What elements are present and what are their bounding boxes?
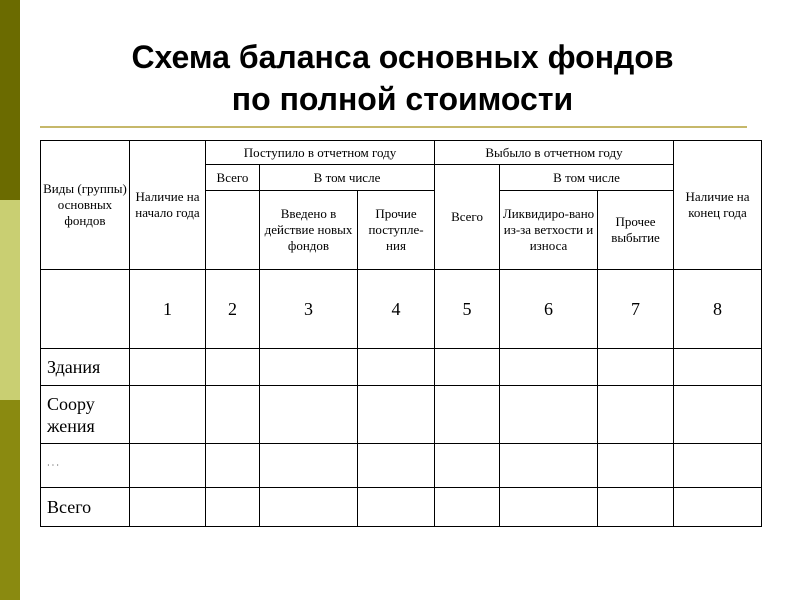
table-cell xyxy=(500,444,598,488)
decorative-sidebar xyxy=(0,0,20,600)
table-cell xyxy=(260,349,358,386)
table-cell xyxy=(260,488,358,527)
table-cell xyxy=(500,349,598,386)
column-number: 1 xyxy=(130,270,206,349)
table-cell xyxy=(260,386,358,444)
table-cell xyxy=(435,386,500,444)
row-label-structures: Соору жения xyxy=(41,386,130,444)
table-cell xyxy=(598,349,674,386)
table-row xyxy=(41,488,762,527)
header-retired-total: Всего xyxy=(435,165,500,270)
header-retired: Выбыло в отчетном году xyxy=(435,141,674,165)
table-cell xyxy=(130,488,206,527)
column-number: 6 xyxy=(500,270,598,349)
table-cell xyxy=(130,444,206,488)
column-number: 5 xyxy=(435,270,500,349)
table-cell xyxy=(435,444,500,488)
table-cell xyxy=(500,386,598,444)
header-received-new: Введено в действие новых фондов xyxy=(260,191,358,270)
balance-table xyxy=(40,140,762,527)
row-label-buildings: Здания xyxy=(41,349,130,386)
table-cell xyxy=(358,386,435,444)
table-cell xyxy=(435,488,500,527)
column-number: 7 xyxy=(598,270,674,349)
table-cell xyxy=(206,349,260,386)
table-cell xyxy=(130,349,206,386)
table-cell xyxy=(674,488,762,527)
table-cell xyxy=(206,488,260,527)
table-cell xyxy=(358,444,435,488)
sidebar-stripe-dark xyxy=(0,0,20,200)
title-line-2: по полной стоимости xyxy=(231,81,574,117)
table-cell xyxy=(358,349,435,386)
column-number-row xyxy=(41,270,762,349)
sidebar-stripe-olive xyxy=(0,400,20,600)
table-cell xyxy=(435,349,500,386)
header-retired-including: В том числе xyxy=(500,165,674,191)
header-start: Наличие на начало года xyxy=(130,141,206,270)
table-cell xyxy=(598,444,674,488)
table-cell xyxy=(674,386,762,444)
column-number: 8 xyxy=(674,270,762,349)
header-end: Наличие на конец года xyxy=(674,141,762,270)
header-received-total-blank xyxy=(206,191,260,270)
header-retired-other: Прочее выбытие xyxy=(598,191,674,270)
table-cell xyxy=(674,349,762,386)
sidebar-stripe-light xyxy=(0,200,20,400)
header-received-total: Всего xyxy=(206,165,260,191)
table-cell xyxy=(260,444,358,488)
column-number: 4 xyxy=(358,270,435,349)
table-cell xyxy=(500,488,598,527)
table-cell xyxy=(598,488,674,527)
table-row xyxy=(41,444,762,488)
column-number-blank xyxy=(41,270,130,349)
table-cell xyxy=(206,444,260,488)
table-cell xyxy=(674,444,762,488)
row-label-total: Всего xyxy=(41,488,130,527)
header-row-1 xyxy=(41,141,762,165)
column-number: 3 xyxy=(260,270,358,349)
table-row xyxy=(41,386,762,444)
header-received-including: В том числе xyxy=(260,165,435,191)
title-line-1: Схема баланса основных фондов xyxy=(131,39,674,75)
table-row xyxy=(41,349,762,386)
header-received: Поступило в отчетном году xyxy=(206,141,435,165)
table-cell xyxy=(130,386,206,444)
column-number: 2 xyxy=(206,270,260,349)
header-retired-liquidated: Ликвидиро-вано из-за ветхости и износа xyxy=(500,191,598,270)
table-cell xyxy=(206,386,260,444)
page-title xyxy=(40,36,765,120)
header-received-other: Прочие поступле-ния xyxy=(358,191,435,270)
table-cell xyxy=(598,386,674,444)
table-cell xyxy=(358,488,435,527)
title-divider xyxy=(40,126,747,128)
row-label-ellipsis: · · · xyxy=(41,444,130,488)
header-types: Виды (группы) основных фондов xyxy=(41,141,130,270)
